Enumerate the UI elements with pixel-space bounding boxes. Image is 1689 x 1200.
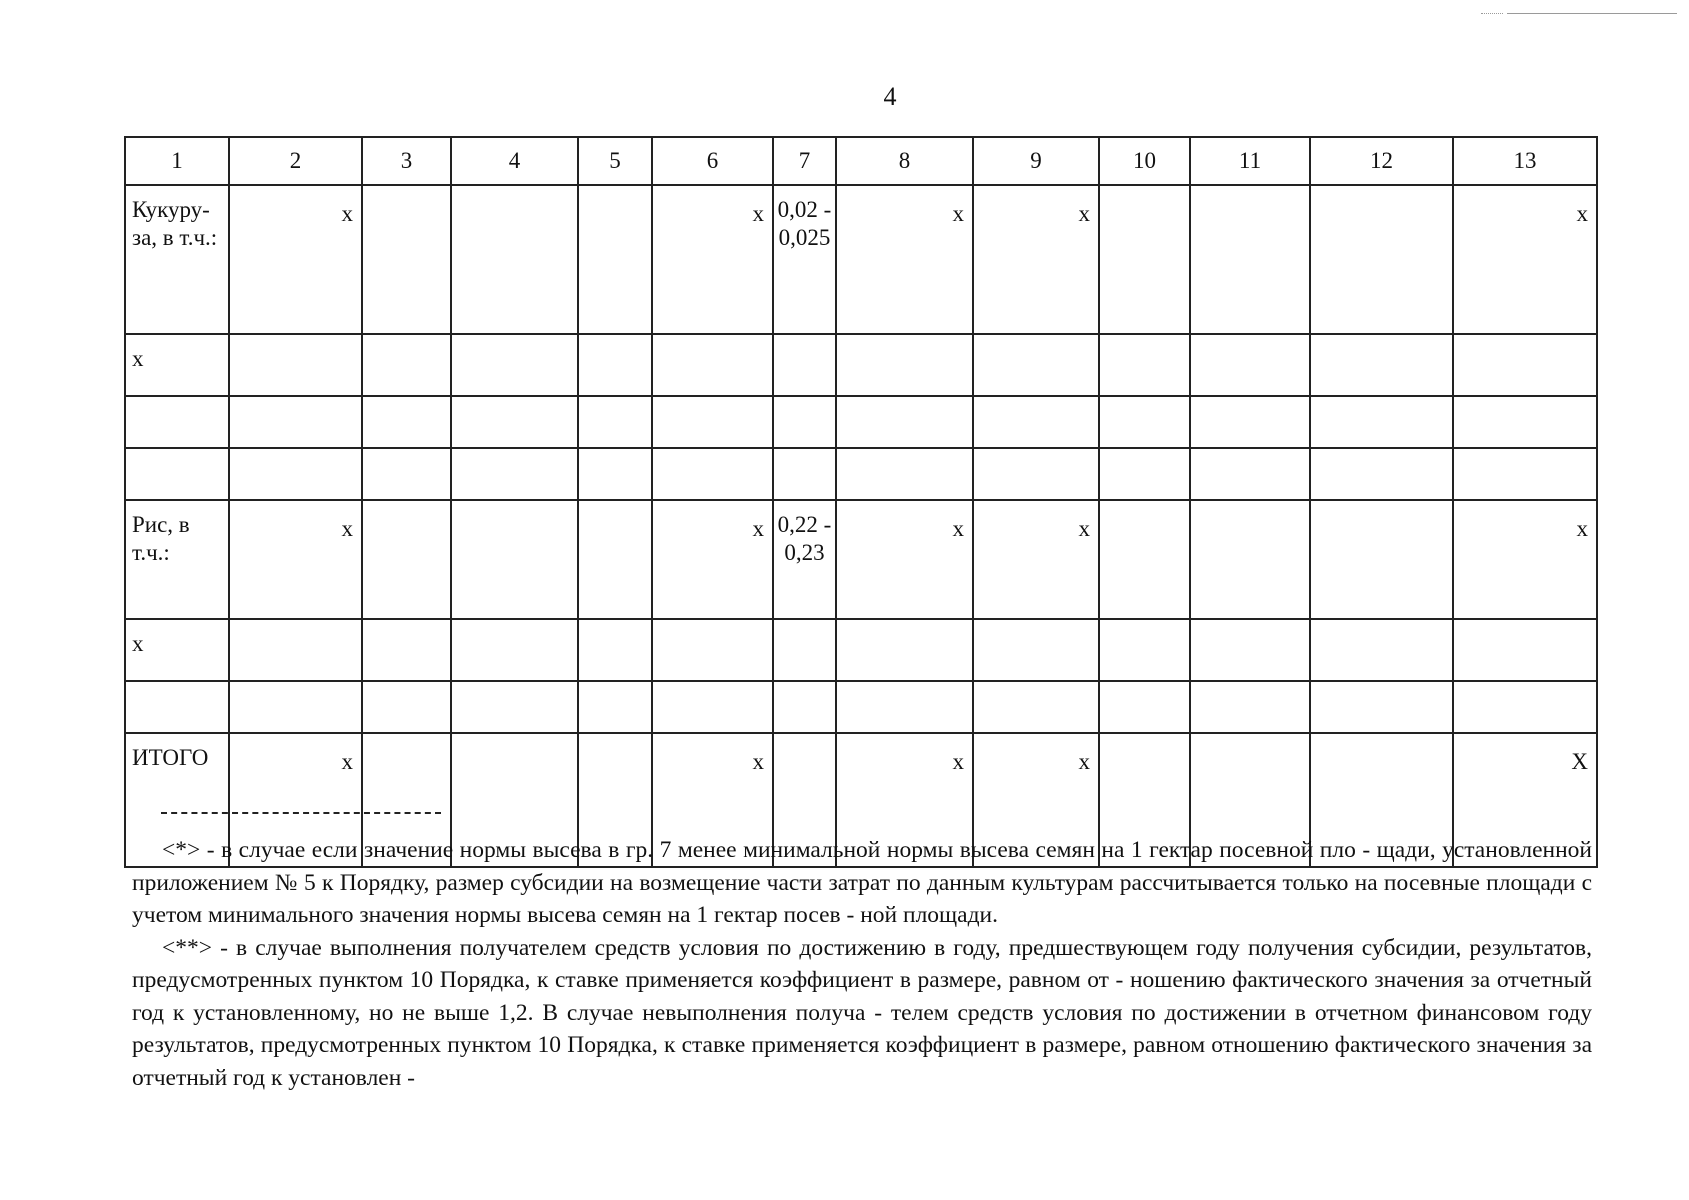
table-cell <box>1099 681 1190 733</box>
table-cell <box>362 681 451 733</box>
table-row <box>125 681 1597 733</box>
corner-dots <box>1481 13 1503 14</box>
table-cell <box>229 448 362 500</box>
table-cell <box>1190 334 1310 396</box>
table-cell: х <box>229 733 362 867</box>
table-cell <box>451 500 578 619</box>
table-cell: х <box>836 733 973 867</box>
table-cell <box>1099 500 1190 619</box>
table-cell <box>578 500 652 619</box>
table-cell <box>1190 619 1310 681</box>
table-cell: х <box>125 334 229 396</box>
table-cell <box>1190 681 1310 733</box>
column-header: 9 <box>973 137 1099 185</box>
table-cell <box>1453 619 1597 681</box>
table-cell: 0,22 - 0,23 <box>773 500 836 619</box>
footnotes <box>132 834 1592 1094</box>
table-cell <box>1099 619 1190 681</box>
table-cell <box>578 396 652 448</box>
table-cell <box>1190 448 1310 500</box>
table-cell: х <box>1453 500 1597 619</box>
table-cell <box>773 619 836 681</box>
table-cell <box>1190 185 1310 334</box>
table-cell <box>1190 396 1310 448</box>
table-cell <box>836 396 973 448</box>
table-cell <box>836 334 973 396</box>
table-cell <box>652 681 773 733</box>
table-cell <box>578 681 652 733</box>
table-cell: х <box>652 185 773 334</box>
table-cell <box>973 334 1099 396</box>
subsidy-table <box>124 136 1598 868</box>
table-cell: х <box>973 733 1099 867</box>
table-cell <box>125 681 229 733</box>
footnote-separator <box>161 812 441 814</box>
footnote-2: <**> - в случае выполнения получателем средств условия по достижению в году, предшествующем году получения субсидии, результатов, предусмотренных пунктом 10 Порядка, к ставке применяется коэффициент в размере, равном от - ношению фактического значения за отчетный год к установленному, но не выше 1,2. В случае невыполнения получа - телем средств условия по достижении в отчетном финансовом году результатов, предусмотренных пунктом 10 Порядка, к ставке применяется коэффициент в размере, равном отношению фактического значения за отчетный год к установлен - <box>132 934 1592 1091</box>
table-row <box>125 396 1597 448</box>
table-cell <box>125 396 229 448</box>
table-cell <box>773 334 836 396</box>
column-header: 6 <box>652 137 773 185</box>
table-cell: Рис, в т.ч.: <box>125 500 229 619</box>
table-cell: х <box>973 500 1099 619</box>
table-cell <box>1099 334 1190 396</box>
column-header: 4 <box>451 137 578 185</box>
table-cell <box>229 396 362 448</box>
table-row <box>125 334 1597 396</box>
table-cell <box>1310 185 1453 334</box>
table-cell <box>1453 448 1597 500</box>
table-cell: Кукуру-за, в т.ч.: <box>125 185 229 334</box>
table-cell <box>125 448 229 500</box>
table-cell: х <box>229 185 362 334</box>
table-cell <box>362 185 451 334</box>
table-cell <box>1310 619 1453 681</box>
table-cell: х <box>652 500 773 619</box>
column-header: 1 <box>125 137 229 185</box>
column-header: 12 <box>1310 137 1453 185</box>
table-cell <box>362 334 451 396</box>
column-header: 8 <box>836 137 973 185</box>
table-cell <box>973 619 1099 681</box>
column-header: 7 <box>773 137 836 185</box>
table-cell <box>1453 334 1597 396</box>
table-row <box>125 619 1597 681</box>
table-cell <box>1310 500 1453 619</box>
table-cell <box>1190 500 1310 619</box>
table-cell <box>652 448 773 500</box>
table-cell <box>773 681 836 733</box>
table-cell <box>1099 396 1190 448</box>
table-cell <box>1099 185 1190 334</box>
table-cell <box>973 681 1099 733</box>
column-header: 2 <box>229 137 362 185</box>
table-cell <box>578 185 652 334</box>
table-cell <box>451 396 578 448</box>
table-cell <box>229 619 362 681</box>
table-cell <box>973 396 1099 448</box>
table-cell <box>1099 448 1190 500</box>
table-cell <box>652 334 773 396</box>
table-cell <box>451 185 578 334</box>
table-cell <box>836 448 973 500</box>
table-cell: х <box>836 185 973 334</box>
header-row <box>125 137 1597 185</box>
table-cell <box>362 619 451 681</box>
column-header: 11 <box>1190 137 1310 185</box>
table-cell <box>451 681 578 733</box>
table-cell <box>652 619 773 681</box>
table-cell <box>1453 396 1597 448</box>
table-cell: ИТОГО <box>125 733 229 867</box>
table-cell: х <box>652 733 773 867</box>
table-cell <box>652 396 773 448</box>
table-cell <box>1310 396 1453 448</box>
column-header: 5 <box>578 137 652 185</box>
table-cell: х <box>125 619 229 681</box>
page-number: 4 <box>883 82 897 111</box>
table-cell <box>836 619 973 681</box>
table-cell <box>1453 681 1597 733</box>
table-cell <box>362 448 451 500</box>
table-cell <box>451 448 578 500</box>
table-cell <box>578 334 652 396</box>
table-cell: Х <box>1453 733 1597 867</box>
table-cell <box>229 681 362 733</box>
table-cell <box>451 334 578 396</box>
table-cell <box>578 448 652 500</box>
table-cell: 0,02 - 0,025 <box>773 185 836 334</box>
column-header: 10 <box>1099 137 1190 185</box>
table-row <box>125 448 1597 500</box>
table-row <box>125 500 1597 619</box>
column-header: 3 <box>362 137 451 185</box>
table-cell <box>1310 681 1453 733</box>
table-cell <box>229 334 362 396</box>
table-cell: х <box>1453 185 1597 334</box>
table-cell <box>773 448 836 500</box>
table-cell <box>451 619 578 681</box>
column-header: 13 <box>1453 137 1597 185</box>
table-cell <box>578 619 652 681</box>
table-cell <box>836 681 973 733</box>
table-cell: х <box>836 500 973 619</box>
table-row <box>125 185 1597 334</box>
table-cell <box>362 500 451 619</box>
table-cell <box>1310 448 1453 500</box>
corner-line <box>1507 13 1677 14</box>
table-cell <box>773 396 836 448</box>
table-cell: х <box>973 185 1099 334</box>
table-cell <box>362 396 451 448</box>
table-cell: х <box>229 500 362 619</box>
table-cell <box>973 448 1099 500</box>
footnote-1: <*> - в случае если значение нормы высева в гр. 7 менее минимальной нормы высева семян на 1 гектар посевной пло - щади, установленной приложением № 5 к Порядку, размер субсидии на возмещение части затрат по данным культурам рассчитывается только на посевные площади с учетом минимального значения нормы высева семян на 1 гектар посев - ной площади. <box>132 837 1592 928</box>
table-cell <box>1310 334 1453 396</box>
